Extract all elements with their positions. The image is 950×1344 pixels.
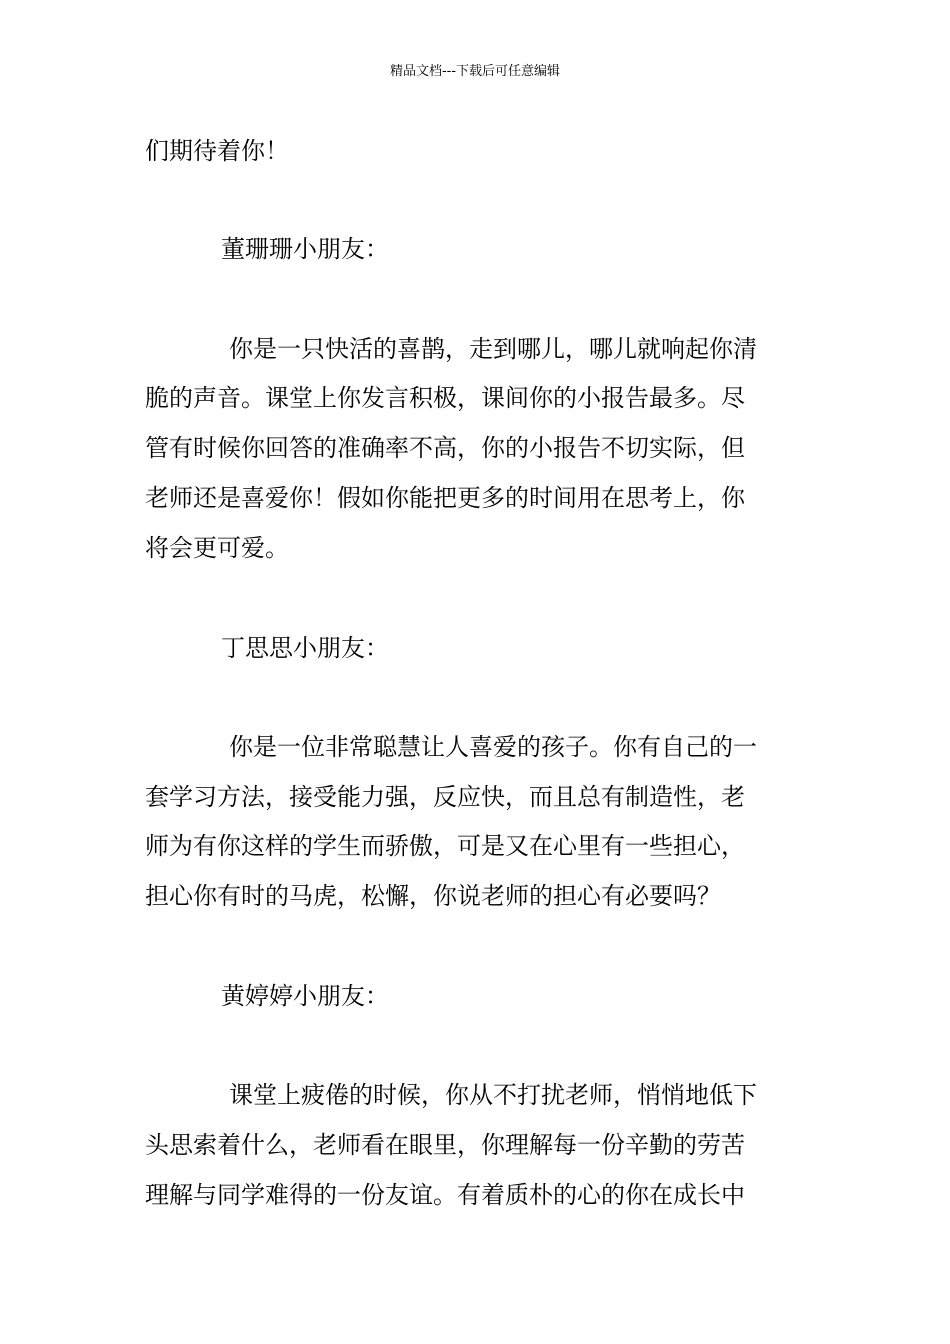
paragraph-line: 你是一只快活的喜鹊，走到哪儿，哪儿就响起你清: [229, 335, 757, 363]
paragraph-line: 将会更可爱。: [145, 534, 289, 562]
section-name: 丁思思小朋友：: [221, 634, 389, 662]
paragraph-line: 师为有你这样的学生而骄傲，可是又在心里有一些担心，: [145, 832, 745, 860]
section-name: 黄婷婷小朋友：: [221, 982, 389, 1010]
paragraph-line: 你是一位非常聪慧让人喜爱的孩子。你有自己的一: [229, 733, 757, 761]
paragraph-line: 老师还是喜爱你！假如你能把更多的时间用在思考上，你: [145, 484, 745, 512]
page-header: 精品文档---下载后可任意编辑: [389, 64, 561, 79]
section-name: 董珊珊小朋友：: [221, 235, 389, 263]
paragraph-line: 理解与同学难得的一份友谊。有着质朴的心的你在成长中: [145, 1181, 745, 1209]
paragraph-line: 担心你有时的马虎，松懈，你说老师的担心有必要吗？: [145, 882, 721, 910]
paragraph-line: 套学习方法，接受能力强，反应快，而且总有制造性，老: [145, 783, 745, 811]
paragraph-line: 管有时候你回答的准确率不高，你的小报告不切实际，但: [145, 434, 745, 462]
paragraph-line: 脆的声音。课堂上你发言积极，课间你的小报告最多。尽: [145, 384, 745, 412]
paragraph-line: 头思索着什么，老师看在眼里，你理解每一份辛勤的劳苦: [145, 1131, 745, 1159]
continuation-line: 们期待着你！: [145, 137, 289, 165]
paragraph-line: 课堂上疲倦的时候，你从不打扰老师，悄悄地低下: [229, 1081, 757, 1109]
